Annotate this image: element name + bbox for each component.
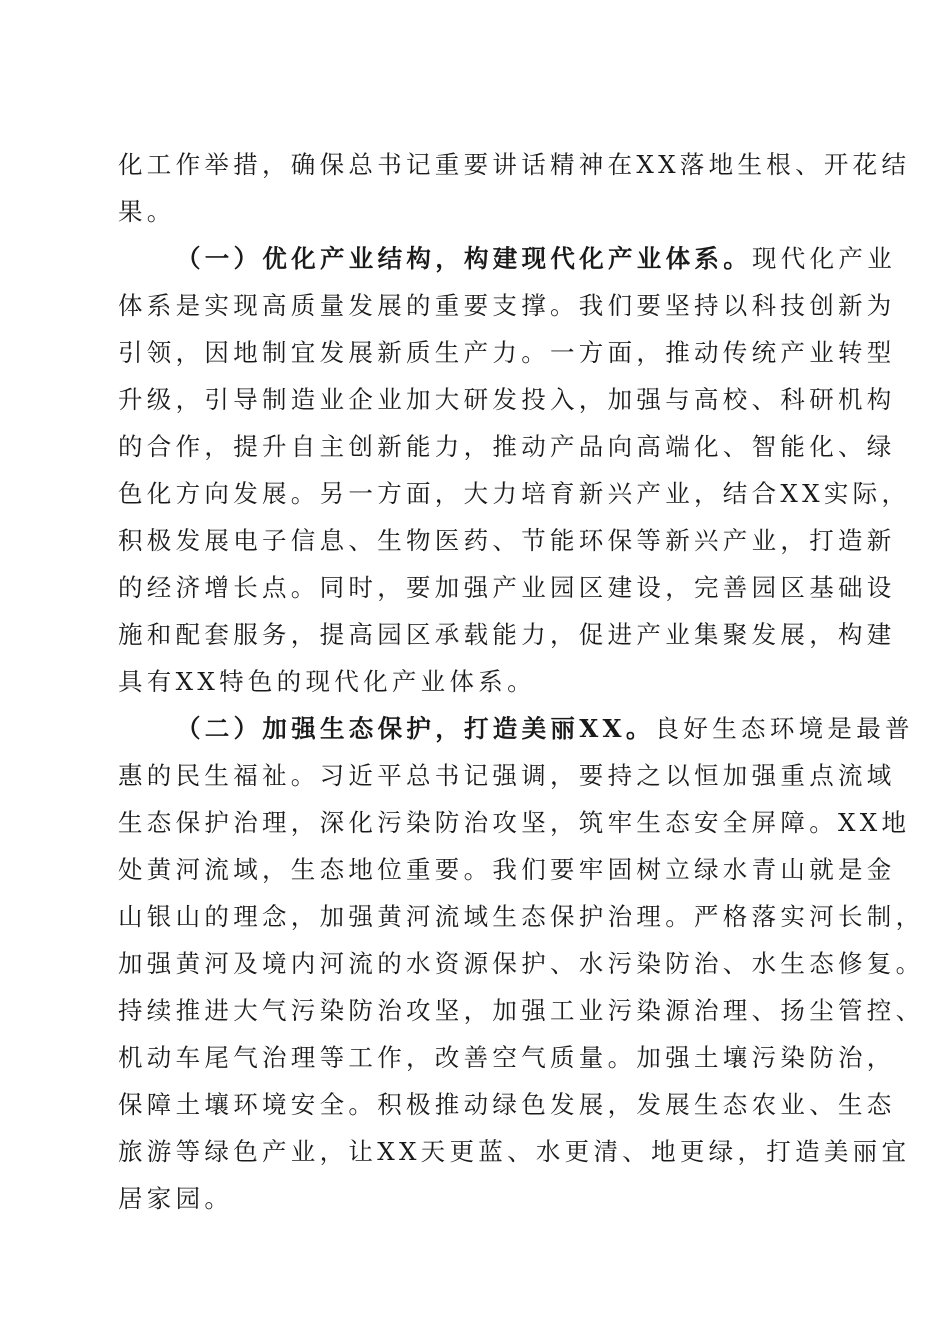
text-line: 惠的民生福祉。习近平总书记强调，要持之以恒加强重点流域 [118,761,896,790]
text-line: 果。 [118,197,176,226]
document-body [118,141,925,1222]
text-line: 施和配套服务，提高园区承载能力，促进产业集聚发展，构建 [118,620,896,649]
text-line: 加强黄河及境内河流的水资源保护、水污染防治、水生态修复。 [118,949,925,978]
section-2-first-line [118,705,914,752]
text-line: 化工作举措，确保总书记重要讲话精神在XX落地生根、开花结 [118,150,911,179]
text-line: 的经济增长点。同时，要加强产业园区建设，完善园区基础设 [118,573,896,602]
text-line: 具有XX特色的现代化产业体系。 [118,667,536,696]
text-line: 旅游等绿色产业，让XX天更蓝、水更清、地更绿，打造美丽宜 [118,1137,911,1166]
text-line: 积极发展电子信息、生物医药、节能环保等新兴产业，打造新 [118,526,896,555]
section-2-heading: （二）加强生态保护，打造美丽XX。 [176,714,655,743]
text-line: 持续推进大气污染防治攻坚，加强工业污染源治理、扬尘管控、 [118,996,925,1025]
text-line: 居家园。 [118,1184,234,1213]
text-line: 生态保护治理，深化污染防治攻坚，筑牢生态安全屏障。XX地 [118,808,911,837]
text-line: 引领，因地制宜发展新质生产力。一方面，推动传统产业转型 [118,338,896,367]
section-1-heading: （一）优化产业结构，构建现代化产业体系。 [176,244,752,273]
text-line: 色化方向发展。另一方面，大力培育新兴产业，结合XX实际， [118,479,911,508]
section-1-lead-text: 现代化产业 [752,244,896,273]
text-line: 体系是实现高质量发展的重要支撑。我们要坚持以科技创新为 [118,291,896,320]
text-line: 机动车尾气治理等工作，改善空气质量。加强土壤污染防治， [118,1043,896,1072]
section-2-lead-text: 良好生态环境是最普 [654,714,914,743]
section-1-first-line [118,235,896,282]
text-line: 保障土壤环境安全。积极推动绿色发展，发展生态农业、生态 [118,1090,896,1119]
text-line: 处黄河流域，生态地位重要。我们要牢固树立绿水青山就是金 [118,855,896,884]
text-line: 的合作，提升自主创新能力，推动产品向高端化、智能化、绿 [118,432,896,461]
text-line: 山银山的理念，加强黄河流域生态保护治理。严格落实河长制， [118,902,925,931]
text-line: 升级，引导制造业企业加大研发投入，加强与高校、科研机构 [118,385,896,414]
